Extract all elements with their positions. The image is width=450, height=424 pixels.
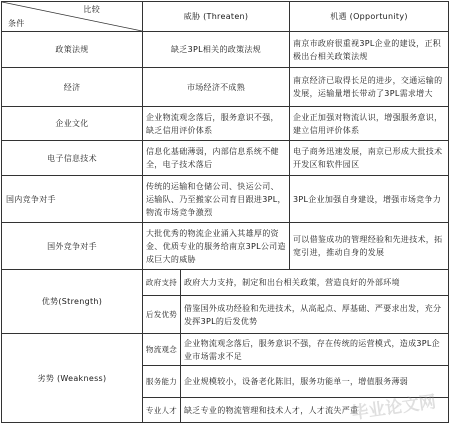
factor-culture: 企业文化 bbox=[2, 107, 143, 141]
factor-domestic-competitor: 国内竞争对手 bbox=[2, 176, 143, 223]
opportunity-it: 电子商务迅速发展，南京已形成大批技术开发区和软件园区 bbox=[290, 141, 449, 176]
factor-foreign-competitor: 国外竞争对手 bbox=[2, 223, 143, 270]
opportunity-economy: 南京经济已取得长足的进步，交通运输的发展，运输量增长带动了3PL需求增大 bbox=[290, 68, 449, 107]
header-condition-label: 条件 bbox=[8, 19, 25, 28]
watermark: 毕业论文网 bbox=[350, 392, 438, 424]
threat-economy: 市场经济不成熟 bbox=[143, 68, 290, 107]
threat-policy: 缺乏3PL相关的政策法规 bbox=[143, 32, 290, 68]
opportunity-foreign-competitor: 可以借鉴成功的管理经验和先进技术，拓宽引进，推动自身的发展 bbox=[290, 223, 449, 270]
opportunity-domestic-competitor: 3PL企业加强自身建设，增强市场竞争力 bbox=[290, 176, 449, 223]
header-compare-label: 比较 bbox=[83, 5, 100, 14]
threat-domestic-competitor: 传统的运输和仓储公司、快运公司、运输队、乃至搬家公司育目跟进3PL，物流市场竞争激烈 bbox=[143, 176, 290, 223]
opportunity-policy: 南京市政府很重视3PL企业的建设，正积极出台相关政策法规 bbox=[290, 32, 449, 68]
threat-it: 信息化基础薄弱，内部信息系统不健全，电子技术落后 bbox=[143, 141, 290, 176]
threat-foreign-competitor: 大批优秀的物流企业涌入其雄厚的资金、优质专业的服务给南京3PL公司造成巨大的威胁 bbox=[143, 223, 290, 270]
weakness-item-name: 服务能力 bbox=[143, 366, 181, 398]
strength-item-name: 政府支持 bbox=[143, 270, 181, 296]
factor-economy: 经济 bbox=[2, 68, 143, 107]
header-opportunity: 机遇 (Opportunity) bbox=[290, 2, 449, 32]
opportunity-culture: 企业正加强对物流认识，增强服务意识，建立信用评价体系 bbox=[290, 107, 449, 141]
threat-culture: 企业物流观念落后，服务意识不强，缺乏信用评价体系 bbox=[143, 107, 290, 141]
strength-label: 优势(Strength) bbox=[2, 270, 143, 334]
strength-item-name: 后发优势 bbox=[143, 296, 181, 334]
weakness-item-name: 物流观念 bbox=[143, 334, 181, 366]
swot-analysis-table bbox=[1, 1, 449, 423]
weakness-label: 劣势 (Weakness) bbox=[2, 334, 143, 423]
factor-policy: 政策法规 bbox=[2, 32, 143, 68]
weakness-item-name: 专业人才 bbox=[143, 398, 181, 423]
strength-item-text: 政府大力支持，制定和出台相关政策，营造良好的外部环境 bbox=[181, 270, 449, 296]
header-threat: 威胁 (Threaten) bbox=[143, 2, 290, 32]
factor-it: 电子信息技术 bbox=[2, 141, 143, 176]
weakness-item-text: 缺乏专业的物流管理和技术人才，人才流失严重 bbox=[181, 398, 449, 423]
weakness-item-text: 企业物流观念落后，服务意识不强，存在传统的运营模式，造成3PL企业市场需求不足 bbox=[181, 334, 449, 366]
diagonal-header-cell bbox=[2, 2, 143, 32]
strength-item-text: 借鉴国外成功经验和先进技术，从高起点、厚基础、严要求出发，充分发挥3PL的后发优势 bbox=[181, 296, 449, 334]
weakness-item-text: 企业规模较小，设备老化陈旧，服务功能单一，增值服务薄弱 bbox=[181, 366, 449, 398]
